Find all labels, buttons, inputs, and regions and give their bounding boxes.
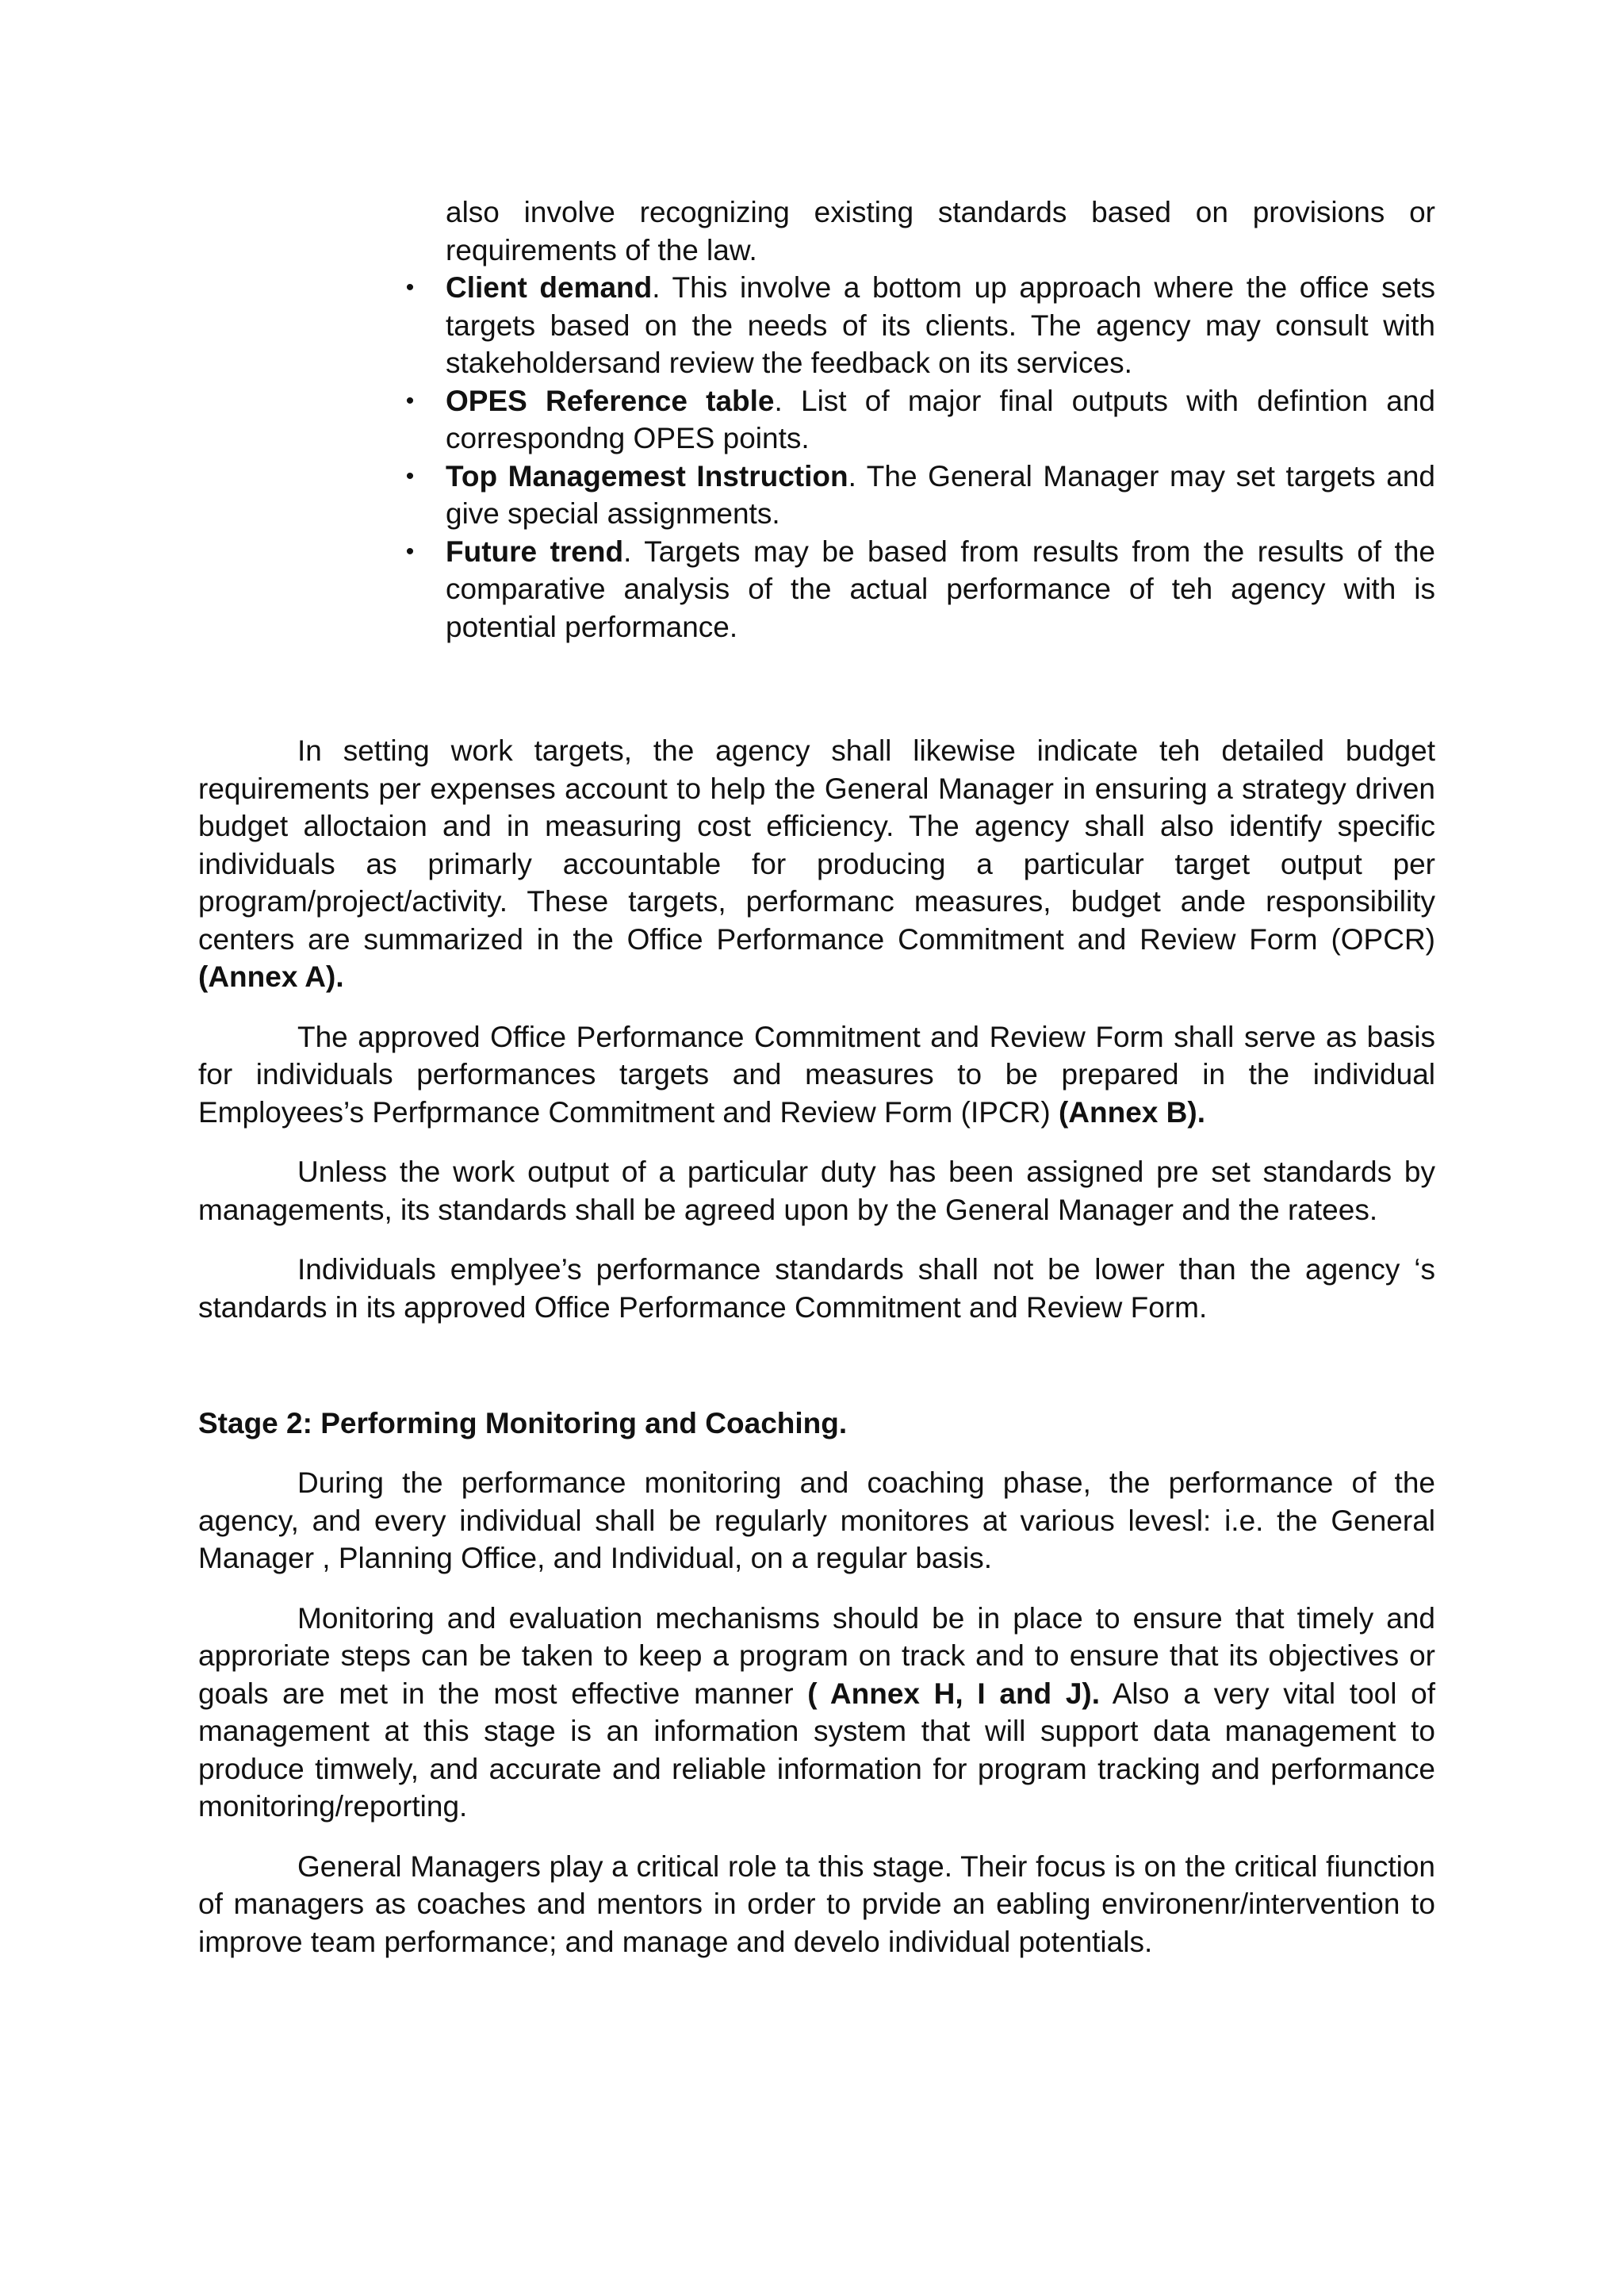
bullet-term: Future trend	[446, 535, 624, 568]
bullet-icon: •	[405, 538, 415, 565]
bullet-text: . List of major final outputs with defintion and correspondng OPES points.	[446, 384, 1436, 454]
bullet-text: . The General Manager may set targets and give special assignments.	[446, 459, 1435, 530]
annex-reference: ( Annex H, I and J).	[807, 1677, 1101, 1710]
work-targets-section	[198, 732, 1435, 1326]
bullet-term: OPES Reference table	[446, 384, 775, 417]
annex-reference: (Annex B).	[1058, 1095, 1205, 1129]
paragraph-text: Also a very vital tool of management at this stage is an information system that will support data management to produce timwely, and accurate and reliable information for program tracking and performance monitoring/reporting.	[198, 1677, 1436, 1823]
bullet-item-top-management-instruction	[405, 458, 1435, 533]
paragraph-text: In setting work targets, the agency shall likewise indicate teh detailed budget requirements per expenses account to help the General Manager in ensuring a strategy driven budget alloctaion and in measuring cost efficiency. The agency shall also identify specific individuals as primarly accountable for producing a particular target output per program/project/activity. These targets, performanc measures, budget ande responsibility centers are summarized in the Office Performance Commitment and Review Form (OPCR)	[198, 734, 1435, 956]
paragraph-approved-opcr	[198, 1018, 1435, 1132]
paragraph-preset-standards: Unless the work output of a particular duty has been assigned pre set standards by managements, its standards shall be agreed upon by the General Manager and the ratees.	[198, 1156, 1435, 1226]
criteria-bullet-list	[405, 269, 1436, 646]
bullet-icon: •	[405, 274, 415, 301]
bullet-item-client-demand	[405, 269, 1435, 382]
paragraph-individual-standards: Individuals emplyee’s performance standards shall not be lower than the agency ‘s standards in its approved Office Performance Commitment and Review Form.	[198, 1253, 1435, 1324]
bullet-text: . This involve a bottom up approach where the office sets targets based on the needs of its clients. The agency may consult with stakeholdersand review the feedback on its services.	[446, 271, 1435, 379]
paragraph-text: Monitoring and evaluation mechanisms should be in place to ensure that timely and approriate steps can be taken to keep a program on track and to ensure that its objectives or goals are met in the most effective manner	[198, 1601, 1435, 1710]
bullet-item-future-trend	[405, 533, 1435, 646]
bullet-text: . Targets may be based from results from the results of the comparative analysis of the actual performance of teh agency with is potential performance.	[446, 535, 1435, 643]
stage-2-heading: Stage 2: Performing Monitoring and Coaching.	[198, 1407, 848, 1439]
bullet-icon: •	[405, 387, 415, 414]
bullet-item-opes-reference-table	[405, 382, 1436, 458]
paragraph-general-managers-role: General Managers play a critical role ta this stage. Their focus is on the critical fiunction of managers as coaches and mentors in order to prvide an eabling environenr/intervention to improve team performance; and manage and develo individual potentials.	[198, 1849, 1435, 1958]
bullet-term: Client demand	[446, 271, 653, 304]
paragraph-monitoring-phase: During the performance monitoring and coaching phase, the performance of the agency, and every individual shall be regularly monitores at various levesl: i.e. the General Manager , Planning Office, and Individual, on a regular basis.	[198, 1466, 1435, 1574]
paragraph-text: The approved Office Performance Commitment and Review Form shall serve as basis for individuals performances targets and measures to be prepared in the individual Employees’s Perfprmance Commitment and Review Form (IPCR)	[198, 1020, 1435, 1129]
bullet-icon: •	[405, 462, 415, 489]
paragraph-evaluation-mechanisms	[198, 1600, 1435, 1826]
annex-reference: (Annex A).	[198, 960, 344, 993]
bullet-term: Top Managemest Instruction	[446, 459, 848, 493]
continuation-text: also involve recognizing existing standards based on provisions or requirements of the law.	[446, 196, 1435, 266]
paragraph-work-targets	[198, 732, 1435, 996]
stage-2-section	[198, 1464, 1435, 1961]
